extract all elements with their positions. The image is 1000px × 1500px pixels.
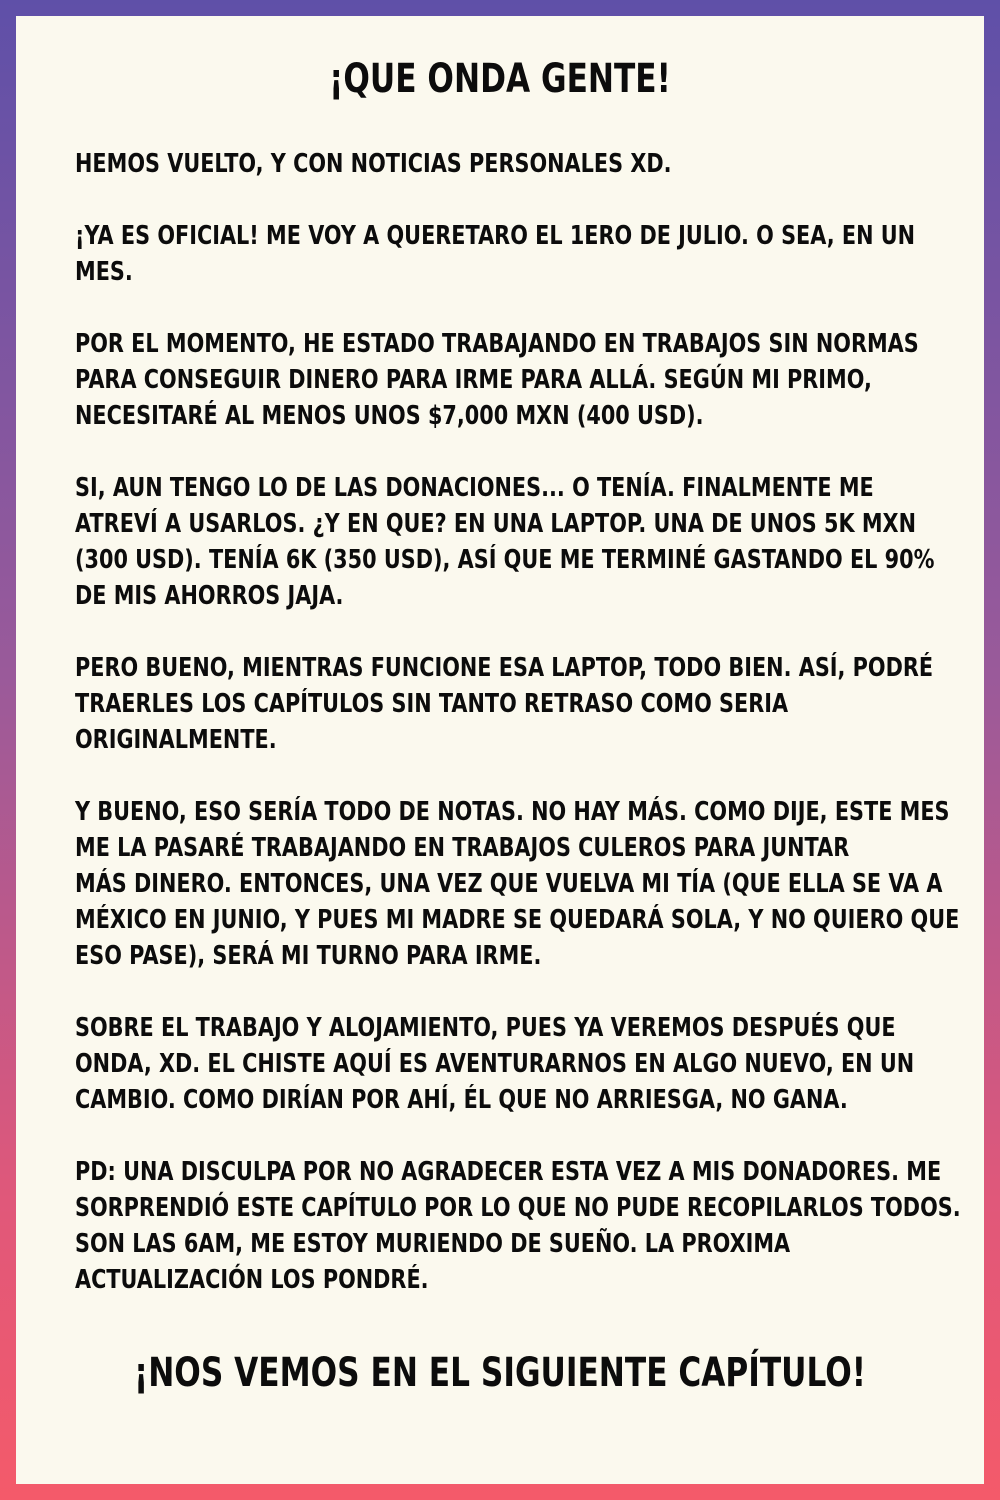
paragraph-line: PERO BUENO, MIENTRAS FUNCIONE ESA LAPTOP, TODO BIEN. ASÍ, PODRÉ xyxy=(75,653,934,683)
paragraph-line: ATREVÍ A USARLOS. ¿Y EN QUE? EN UNA LAPTOP. UNA DE UNOS 5K MXN xyxy=(75,509,916,539)
paragraph-line: ACTUALIZACIÓN LOS PONDRÉ. xyxy=(75,1265,429,1295)
paragraph-line: NECESITARÉ AL MENOS UNOS $7,000 MXN (400 USD). xyxy=(75,401,704,431)
paragraph xyxy=(75,1010,955,1118)
paragraph-line: SOBRE EL TRABAJO Y ALOJAMIENTO, PUES YA VEREMOS DESPUÉS QUE xyxy=(75,1013,896,1043)
paragraph-line: ORIGINALMENTE. xyxy=(75,725,277,755)
paragraph-line: MÉXICO EN JUNIO, Y PUES MI MADRE SE QUEDARÁ SOLA, Y NO QUIERO QUE xyxy=(75,905,960,935)
page-title: ¡QUE ONDA GENTE! xyxy=(329,56,671,102)
paragraph-line: (300 USD). TENÍA 6K (350 USD), ASÍ QUE ME TERMINÉ GASTANDO EL 90% xyxy=(75,545,935,575)
paragraph xyxy=(75,470,955,614)
paragraph xyxy=(75,650,955,758)
closing-line: ¡NOS VEMOS EN EL SIGUIENTE CAPÍTULO! xyxy=(133,1350,867,1396)
paragraph-line: ONDA, XD. EL CHISTE AQUÍ ES AVENTURARNOS EN ALGO NUEVO, EN UN xyxy=(75,1049,915,1079)
paragraph xyxy=(75,326,955,434)
paragraph-line: MÁS DINERO. ENTONCES, UNA VEZ QUE VUELVA MI TÍA (QUE ELLA SE VA A xyxy=(75,869,943,899)
paragraph-line: DE MIS AHORROS JAJA. xyxy=(75,581,344,611)
paragraph-line: POR EL MOMENTO, HE ESTADO TRABAJANDO EN TRABAJOS SIN NORMAS xyxy=(75,329,919,359)
paragraph xyxy=(75,1154,961,1298)
paragraph xyxy=(75,794,960,974)
paragraph-line: TRAERLES LOS CAPÍTULOS SIN TANTO RETRASO COMO SERIA xyxy=(75,689,789,719)
paragraph-line: SI, AUN TENGO LO DE LAS DONACIONES... O TENÍA. FINALMENTE ME xyxy=(75,473,874,503)
note-body xyxy=(75,146,961,1334)
paragraph-line: MES. xyxy=(75,257,133,287)
paragraph xyxy=(75,218,955,290)
note-card xyxy=(16,16,984,1484)
paragraph-line: SON LAS 6AM, ME ESTOY MURIENDO DE SUEÑO. LA PROXIMA xyxy=(75,1229,791,1259)
paragraph-line: SORPRENDIÓ ESTE CAPÍTULO POR LO QUE NO PUDE RECOPILARLOS TODOS. xyxy=(75,1193,961,1223)
paragraph xyxy=(75,146,955,182)
paragraph-line: HEMOS VUELTO, Y CON NOTICIAS PERSONALES XD. xyxy=(75,149,672,179)
paragraph-line: PARA CONSEGUIR DINERO PARA IRME PARA ALLÁ. SEGÚN MI PRIMO, xyxy=(75,365,872,395)
paragraph-line: CAMBIO. COMO DIRÍAN POR AHÍ, ÉL QUE NO ARRIESGA, NO GANA. xyxy=(75,1085,848,1115)
paragraph-line: ¡YA ES OFICIAL! ME VOY A QUERETARO EL 1ERO DE JULIO. O SEA, EN UN xyxy=(75,221,916,251)
paragraph-line: Y BUENO, ESO SERÍA TODO DE NOTAS. NO HAY MÁS. COMO DIJE, ESTE MES xyxy=(75,797,950,827)
paragraph-line: ME LA PASARÉ TRABAJANDO EN TRABAJOS CULEROS PARA JUNTAR xyxy=(75,833,850,863)
paragraph-line: PD: UNA DISCULPA POR NO AGRADECER ESTA VEZ A MIS DONADORES. ME xyxy=(75,1157,942,1187)
paragraph-line: ESO PASE), SERÁ MI TURNO PARA IRME. xyxy=(75,941,542,971)
